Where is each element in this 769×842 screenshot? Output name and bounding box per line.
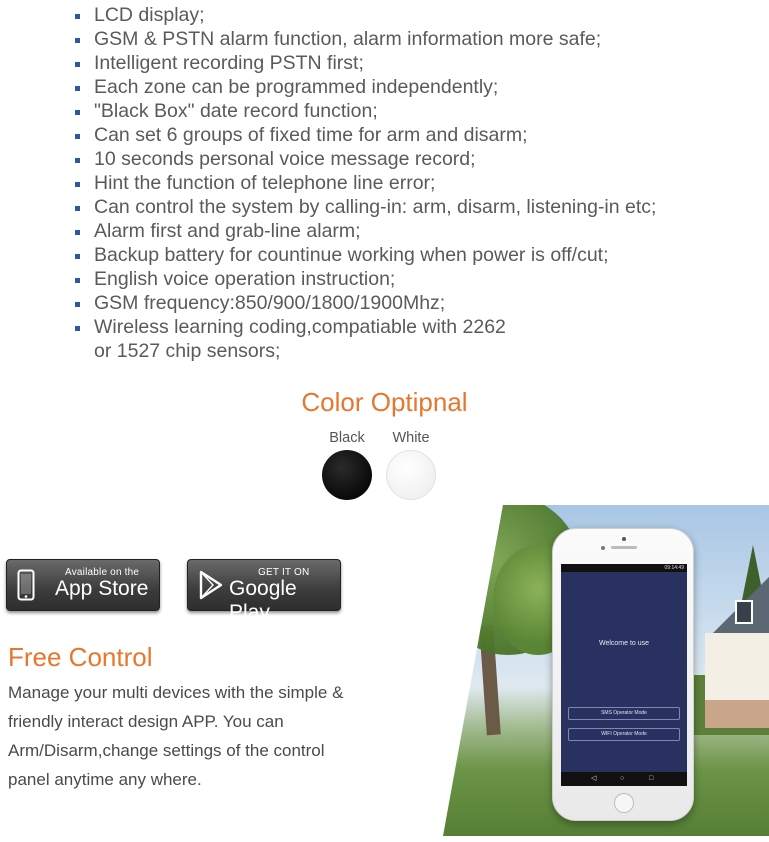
feature-item: Backup battery for countinue working when power is off/cut;	[74, 243, 764, 267]
feature-item: GSM frequency:850/900/1800/1900Mhz;	[74, 291, 764, 315]
feature-item: English voice operation instruction;	[74, 267, 764, 291]
feature-line: Wireless learning coding,compatiable with 2262	[94, 316, 506, 338]
feature-item: Hint the function of telephone line error;	[74, 171, 764, 195]
app-store-big-text: App Store	[55, 577, 149, 600]
status-bar	[561, 564, 687, 572]
front-camera	[622, 537, 626, 541]
feature-item: "Black Box" date record function;	[74, 99, 764, 123]
nav-bar	[561, 772, 687, 786]
feature-line: or 1527 chip sensors;	[94, 340, 281, 362]
home-button	[614, 793, 634, 813]
feature-item: 10 seconds personal voice message record;	[74, 147, 764, 171]
black-swatch-label: Black	[329, 430, 365, 446]
google-play-big-text: Google Play	[229, 577, 297, 624]
free-control-description: Manage your multi devices with the simple & friendly interact design APP. You can Arm/Disarm,change settings of the control panel anytime any where.	[8, 683, 344, 789]
proximity-sensor	[601, 546, 605, 550]
feature-item: Each zone can be programmed independently;	[74, 75, 764, 99]
white-swatch-label: White	[392, 430, 430, 446]
app-screen	[561, 564, 687, 786]
google-play-badge[interactable]	[187, 559, 341, 624]
color-section-title: Color Optipnal	[301, 387, 468, 417]
earpiece-speaker	[611, 546, 637, 549]
feature-item: Alarm first and grab-line alarm;	[74, 219, 764, 243]
black-color-swatch	[322, 450, 372, 500]
play-icon	[198, 569, 224, 606]
feature-item: Can control the system by calling-in: arm, disarm, listening-in etc;	[74, 195, 764, 219]
free-control-title: Free Control	[8, 642, 153, 672]
feature-item: GSM & PSTN alarm function, alarm information more safe;	[74, 27, 764, 51]
feature-list	[74, 3, 764, 363]
google-play-small-text: GET IT ON	[258, 567, 310, 578]
status-time: 09:14:49	[664, 565, 684, 571]
smartphone-icon	[17, 569, 35, 606]
back-icon[interactable]: ◁	[591, 775, 597, 782]
house-porch	[705, 700, 769, 728]
feature-item-wireless	[74, 315, 764, 363]
home-icon[interactable]: ○	[620, 775, 625, 782]
house-window	[735, 600, 753, 624]
sms-mode-button[interactable]: SMS Operator Mode	[568, 707, 680, 720]
app-store-badge[interactable]	[6, 559, 160, 611]
smartphone-mockup	[552, 528, 694, 821]
recents-icon[interactable]: □	[649, 775, 654, 782]
app-store-small-text: Available on the	[65, 567, 140, 578]
welcome-text: Welcome to use	[598, 640, 650, 647]
feature-item: Can set 6 groups of fixed time for arm and disarm;	[74, 123, 764, 147]
feature-item: LCD display;	[74, 3, 764, 27]
white-color-swatch	[386, 450, 436, 500]
wifi-mode-button[interactable]: WIFI Operator Mode	[568, 728, 680, 741]
feature-item: Intelligent recording PSTN first;	[74, 51, 764, 75]
